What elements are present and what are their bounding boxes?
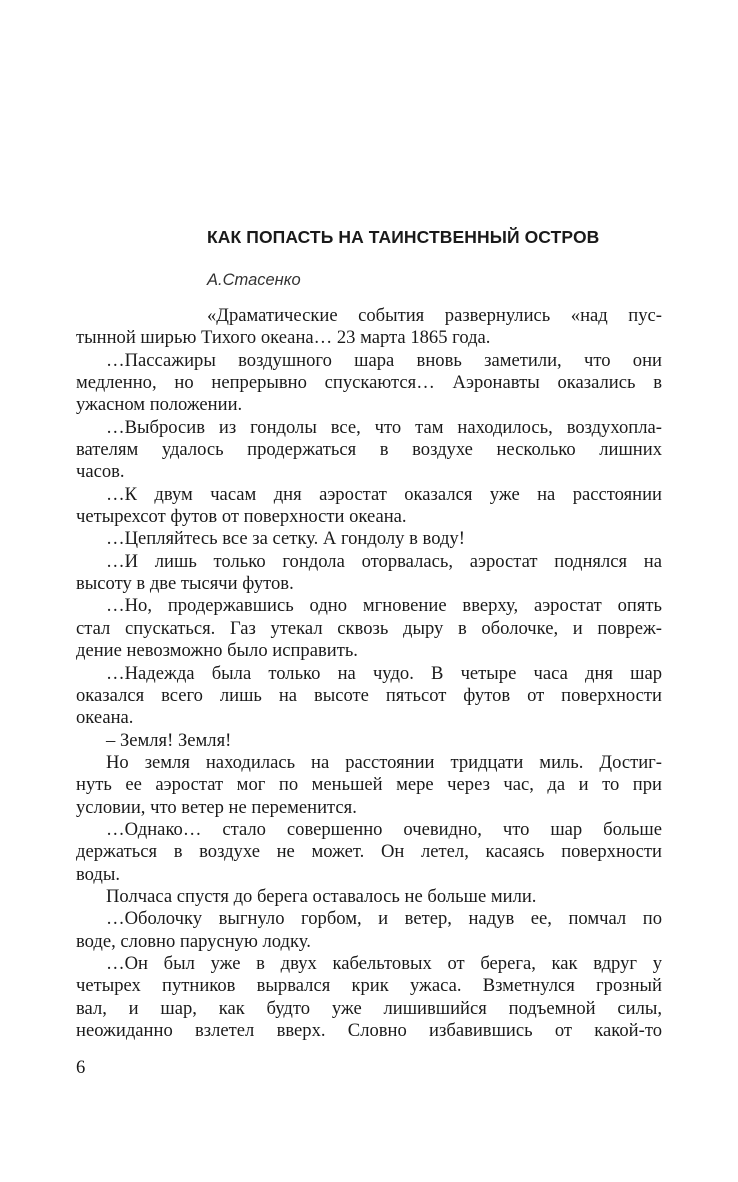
article-body xyxy=(76,305,662,1042)
text-line: стал спускаться. Газ утекал сквозь дыру в оболочке, и повреж- xyxy=(76,617,662,639)
paragraph xyxy=(76,730,662,752)
text-line: …Но, продержавшись одно мгновение вверху, аэростат опять xyxy=(106,595,662,617)
text-line: высоту в две тысячи футов. xyxy=(76,573,294,595)
text-line: воды. xyxy=(76,863,121,885)
paragraph xyxy=(76,819,662,886)
text-line: …Однако… стало совершенно очевидно, что шар больше xyxy=(106,818,662,840)
text-line: медленно, но непрерывно спускаются… Аэронавты оказались в xyxy=(76,372,662,394)
text-line: …Выбросив из гондолы все, что там находилось, воздухопла- xyxy=(106,416,662,438)
text-line: условии, что ветер не переменится. xyxy=(76,796,357,818)
paragraph xyxy=(76,484,662,529)
text-line: нуть ее аэростат мог по меньшей мере через час, да и то при xyxy=(76,774,662,796)
paragraph xyxy=(76,528,662,550)
paragraph xyxy=(76,305,662,350)
text-line: держаться в воздухе не может. Он летел, касаясь поверхности xyxy=(76,841,662,863)
text-line: …Надежда была только на чудо. В четыре часа дня шар xyxy=(106,662,662,684)
page-number: 6 xyxy=(76,1057,86,1078)
paragraph xyxy=(76,752,662,819)
text-line: часов. xyxy=(76,461,125,483)
text-line: четырех путников вырвался крик ужаса. Взметнулся грозный xyxy=(76,975,662,997)
text-line: вателям удалось продержаться в воздухе несколько лишних xyxy=(76,439,662,461)
paragraph xyxy=(76,886,662,908)
text-line: ужасном положении. xyxy=(76,394,243,416)
text-line: …К двум часам дня аэростат оказался уже на расстоянии xyxy=(106,483,662,505)
text-line: …Цепляйтесь все за сетку. А гондолу в воду! xyxy=(106,528,465,550)
paragraph xyxy=(76,350,662,417)
text-line: тынной ширью Тихого океана… 23 марта 1865 года. xyxy=(76,327,491,349)
text-line: …Он был уже в двух кабельтовых от берега, как вдруг у xyxy=(106,952,662,974)
text-line: дение невозможно было исправить. xyxy=(76,640,358,662)
text-line: Но земля находилась на расстоянии тридцати миль. Достиг- xyxy=(106,751,662,773)
text-line: оказался всего лишь на высоте пятьсот футов от поверхности xyxy=(76,684,662,706)
text-line: …Пассажиры воздушного шара вновь заметили, что они xyxy=(106,349,662,371)
paragraph xyxy=(76,663,662,730)
paragraph xyxy=(76,595,662,662)
paragraph xyxy=(76,417,662,484)
author-name: А.Стасенко xyxy=(207,271,301,289)
text-line: …Оболочку выгнуло горбом, и ветер, надув ее, помчал по xyxy=(106,908,662,930)
paragraph xyxy=(76,953,662,1042)
paragraph xyxy=(76,551,662,596)
text-line: …И лишь только гондола оторвалась, аэростат поднялся на xyxy=(106,550,662,572)
text-line: воде, словно парусную лодку. xyxy=(76,930,311,952)
text-line: неожиданно взлетел вверх. Словно избавившись от какой-то xyxy=(76,1020,662,1041)
text-line: вал, и шар, как будто уже лишившийся подъемной силы, xyxy=(76,997,662,1019)
paragraph xyxy=(76,908,662,953)
text-line: четырехсот футов от поверхности океана. xyxy=(76,506,407,528)
text-line: «Драматические события развернулись «над пус- xyxy=(207,305,662,326)
article-title: КАК ПОПАСТЬ НА ТАИНСТВЕННЫЙ ОСТРОВ xyxy=(207,227,600,247)
text-line: океана. xyxy=(76,707,134,729)
text-line: Полчаса спустя до берега оставалось не больше мили. xyxy=(106,885,537,907)
text-line: – Земля! Земля! xyxy=(106,729,232,751)
